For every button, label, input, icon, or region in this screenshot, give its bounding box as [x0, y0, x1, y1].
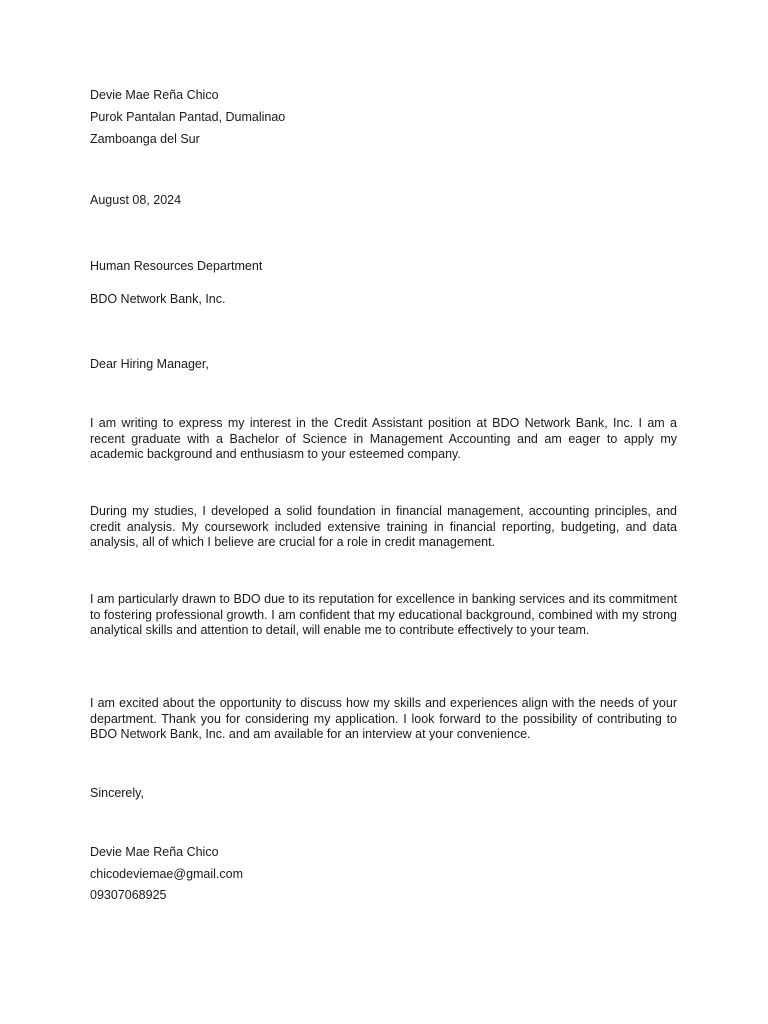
- body-paragraph-4: I am excited about the opportunity to discuss how my skills and experiences align with the needs of your department. Thank you for considering my application. I look forward to the possibility of contributing to BDO Network Bank, Inc. and am available for an interview at your convenience.: [90, 696, 677, 742]
- recipient-department: Human Resources Department: [90, 259, 263, 273]
- recipient-company: BDO Network Bank, Inc.: [90, 292, 226, 306]
- signature-name: Devie Mae Reña Chico: [90, 845, 219, 859]
- sender-address-line1: Purok Pantalan Pantad, Dumalinao: [90, 110, 286, 124]
- body-paragraph-2: During my studies, I developed a solid foundation in financial management, accounting principles, and credit analysis. My coursework included extensive training in financial reporting, budgeting, and data analysis, all of which I believe are crucial for a role in credit management.: [90, 504, 677, 550]
- salutation: Dear Hiring Manager,: [90, 357, 209, 371]
- body-paragraph-3: I am particularly drawn to BDO due to its reputation for excellence in banking services and its commitment to fostering professional growth. I am confident that my educational background, combined with my strong analytical skills and attention to detail, will enable me to contribute effectively to your team.: [90, 592, 677, 638]
- letter-date: August 08, 2024: [90, 193, 182, 207]
- body-paragraph-1: I am writing to express my interest in the Credit Assistant position at BDO Network Bank, Inc. I am a recent graduate with a Bachelor of Science in Management Accounting and am eager to apply my academic background and enthusiasm to your esteemed company.: [90, 416, 677, 462]
- sender-address-line2: Zamboanga del Sur: [90, 132, 200, 146]
- closing: Sincerely,: [90, 786, 144, 800]
- sender-name: Devie Mae Reña Chico: [90, 88, 219, 102]
- signature-email: chicodeviemae@gmail.com: [90, 867, 244, 881]
- signature-phone: 09307068925: [90, 888, 167, 902]
